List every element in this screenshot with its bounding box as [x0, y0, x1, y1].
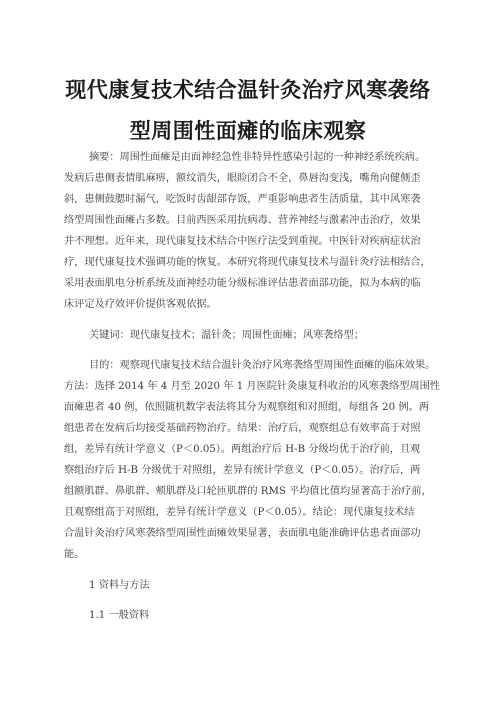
- abstract-line: 斜，患侧鼓腮时漏气，吃饭时齿龈部存饭，严重影响患者生活质量，其中风寒袭: [64, 194, 421, 205]
- abstract-line: 床评定及疗效评价提供客观依据。: [64, 299, 217, 310]
- abstract-line: 摘要：周围性面瘫是由面神经急性非特异性感染引起的一种神经系统疾病。: [89, 152, 426, 163]
- objective-line: 组额肌群、鼻肌群、颊肌群及口轮匝肌群的 RMS 平均值比值均显著高于治疗前，: [64, 486, 432, 497]
- objective-line: 察组治疗后 H-B 分级优于对照组，差异有统计学意义（P＜0.05）。治疗后，两: [64, 465, 421, 476]
- document-title-line-1: 现代康复技术结合温针灸治疗风寒袭络: [65, 78, 431, 102]
- objective-line: 组，差异有统计学意义（P＜0.05）。两组治疗后 H-B 分级均优于治疗前，且观: [64, 444, 421, 455]
- objective-line: 方法：选择 2014 年 4 月至 2020 年 1 月医院针灸康复科收治的风寒袭络型周围性: [64, 381, 440, 392]
- section-heading: 1 资料与方法: [89, 580, 150, 591]
- abstract-line: 络型周围性面瘫占多数。目前西医采用抗病毒、营养神经与激素冲击治疗，效果: [64, 215, 421, 226]
- objective-line: 目的：观察现代康复技术结合温针灸治疗风寒袭络型周围性面瘫的临床效果。: [89, 360, 436, 371]
- abstract-line: 采用表面肌电分析系统及面神经功能分级标准评估患者面部功能，拟为本病的临: [64, 278, 421, 289]
- abstract-line: 疗，现代康复技术强调功能的恢复。本研究将现代康复技术与温针灸疗法相结合，: [64, 257, 431, 268]
- document-title-line-2: 型周围性面瘫的临床观察: [129, 119, 367, 143]
- objective-line: 面瘫患者 40 例，依照随机数字表法将其分为观察组和对照组，每组各 20 例。两: [64, 402, 429, 413]
- subsection-heading: 1.1 一般资料: [89, 610, 150, 621]
- objective-line: 且观察组高于对照组，差异有统计学意义（P＜0.05）。结论：现代康复技术结: [64, 507, 415, 518]
- objective-line: 组患者在发病后均接受基础药物治疗。结果：治疗后，观察组总有效率高于对照: [64, 423, 421, 434]
- objective-line: 合温针灸治疗风寒袭络型周围性面瘫效果显著，表面肌电能准确评估患者面部功: [64, 528, 421, 539]
- abstract-line: 发病后患侧表情肌麻痹，额纹消失，眼睑闭合不全，鼻唇沟变浅，嘴角向健侧歪: [64, 173, 421, 184]
- abstract-line: 并不理想。近年来，现代康复技术结合中医疗法受到重视。中医针对疾病症状治: [64, 236, 421, 247]
- keywords-line: 关键词：现代康复技术；温针灸；周围性面瘫；风寒袭络型；: [89, 330, 365, 341]
- objective-line: 能。: [64, 549, 85, 560]
